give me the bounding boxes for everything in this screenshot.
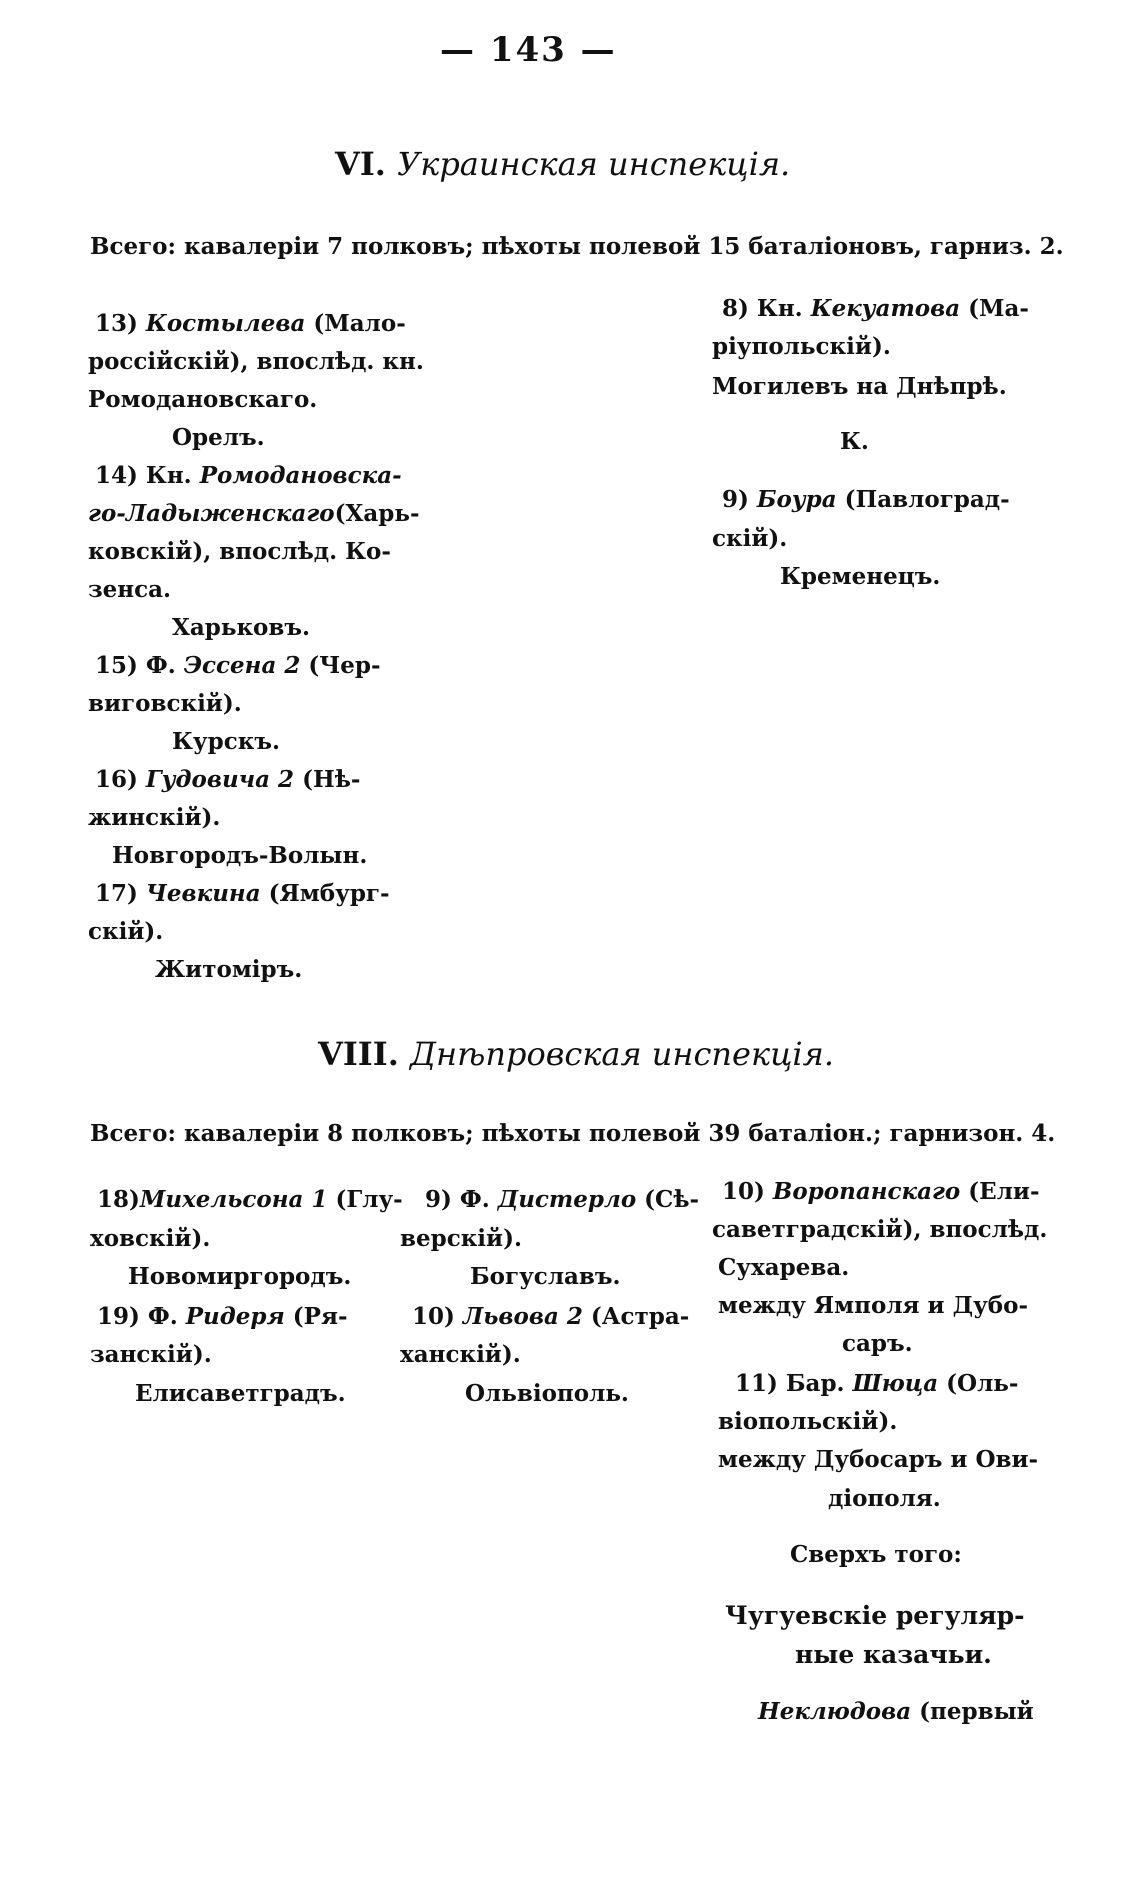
entry-9-line-1: 9) Боура (Павлоград- <box>722 486 1010 513</box>
entry-16-line-2: жинскій). <box>88 804 221 831</box>
entry-15-city: Курскъ. <box>172 728 280 755</box>
entry-8-line-2: ріупольскій). <box>712 333 891 360</box>
entry-9-line-1: 9) Ф. Дистерло (Сѣ- <box>425 1186 700 1213</box>
entry-16-line-1: 16) Гудовича 2 (Нѣ- <box>95 766 361 793</box>
entry-15-line-1: 15) Ф. Эссена 2 (Чер- <box>95 652 381 679</box>
entry-13-city: Орелъ. <box>172 424 265 451</box>
entry-11-line-2: віопольскій). <box>718 1408 898 1435</box>
entry-10-line-1: 10) Воропанскаго (Ели- <box>722 1178 1040 1205</box>
entry-9-city: Богуславъ. <box>470 1263 621 1290</box>
entry-18-city: Новомиргородъ. <box>128 1263 352 1290</box>
entry-10-city-line-1: между Ямполя и Дубо- <box>718 1292 1029 1319</box>
entry-14-line-3: ковскій), впослѣд. Ко- <box>88 538 391 565</box>
entry-11-city-line-1: между Дубосаръ и Ови- <box>718 1446 1039 1473</box>
entry-14-line-1: 14) Кн. Ромодановска- <box>95 462 402 489</box>
addendum-heading-line-2: ные казачьи. <box>795 1640 992 1669</box>
section-title: Украинская инспекція. <box>397 145 791 183</box>
entry-13-line-3: Ромодановскаго. <box>88 386 318 413</box>
section-marker: К. <box>840 428 869 455</box>
entry-17-line-1: 17) Чевкина (Ямбург- <box>95 880 390 907</box>
entry-13-line-1: 13) Костылева (Мало- <box>95 310 406 337</box>
entry-10-city-line-2: саръ. <box>842 1330 913 1357</box>
page-number: — 143 — <box>440 30 617 70</box>
entry-11-city-line-2: діополя. <box>828 1485 941 1512</box>
section-summary: Всего: кавалеріи 7 полковъ; пѣхоты полевой 15 баталіоновъ, гарниз. 2. <box>90 233 1064 260</box>
section-heading-vi <box>335 145 790 183</box>
section-heading-viii <box>318 1035 834 1073</box>
entry-18-line-2: ховскій). <box>90 1225 211 1252</box>
entry-9-city: Кременецъ. <box>780 563 941 590</box>
entry-19-line-2: занскій). <box>90 1341 212 1368</box>
entry-17-city: Житоміръ. <box>155 956 303 983</box>
entry-14-city: Харьковъ. <box>172 614 311 641</box>
entry-11-line-1: 11) Бар. Шюца (Оль- <box>735 1370 1019 1397</box>
entry-17-line-2: скій). <box>88 918 164 945</box>
entry-10-city: Ольвіополь. <box>465 1380 629 1407</box>
addendum-entry: Неклюдова (первый <box>758 1698 1034 1725</box>
entry-10-line-3: Сухарева. <box>718 1254 850 1281</box>
entry-10-line-2: саветградскій), впослѣд. <box>712 1216 1048 1243</box>
entry-14-line-4: зенса. <box>88 576 172 603</box>
entry-19-city: Елисаветградъ. <box>135 1380 346 1407</box>
entry-9-line-2: верскій). <box>400 1225 522 1252</box>
entry-10-line-1: 10) Львова 2 (Астра- <box>412 1303 690 1330</box>
entry-14-line-2: го-Ладыженскаго(Харь- <box>88 500 420 527</box>
entry-8-city: Могилевъ на Днѣпрѣ. <box>712 373 1007 400</box>
entry-15-line-2: виговскій). <box>88 690 242 717</box>
section-title: Днѣпровская инспекція. <box>410 1035 834 1073</box>
section-roman: VI. <box>335 145 386 183</box>
addendum-label: Сверхъ того: <box>790 1541 962 1568</box>
entry-16-city: Новгородъ-Волын. <box>112 842 368 869</box>
entry-8-line-1: 8) Кн. Кекуатова (Ма- <box>722 295 1029 322</box>
entry-19-line-1: 19) Ф. Ридеря (Ря- <box>97 1303 348 1330</box>
entry-9-line-2: скій). <box>712 525 788 552</box>
entry-13-line-2: россійскій), впослѣд. кн. <box>88 348 424 375</box>
addendum-heading-line-1: Чугуевскіе регуляр- <box>725 1601 1025 1630</box>
entry-10-line-2: ханскій). <box>400 1341 521 1368</box>
entry-18-line-1: 18)Михельсона 1 (Глу- <box>97 1186 403 1213</box>
section-summary: Всего: кавалеріи 8 полковъ; пѣхоты полевой 39 баталіон.; гарнизон. 4. <box>90 1120 1056 1147</box>
section-roman: VIII. <box>318 1035 399 1073</box>
